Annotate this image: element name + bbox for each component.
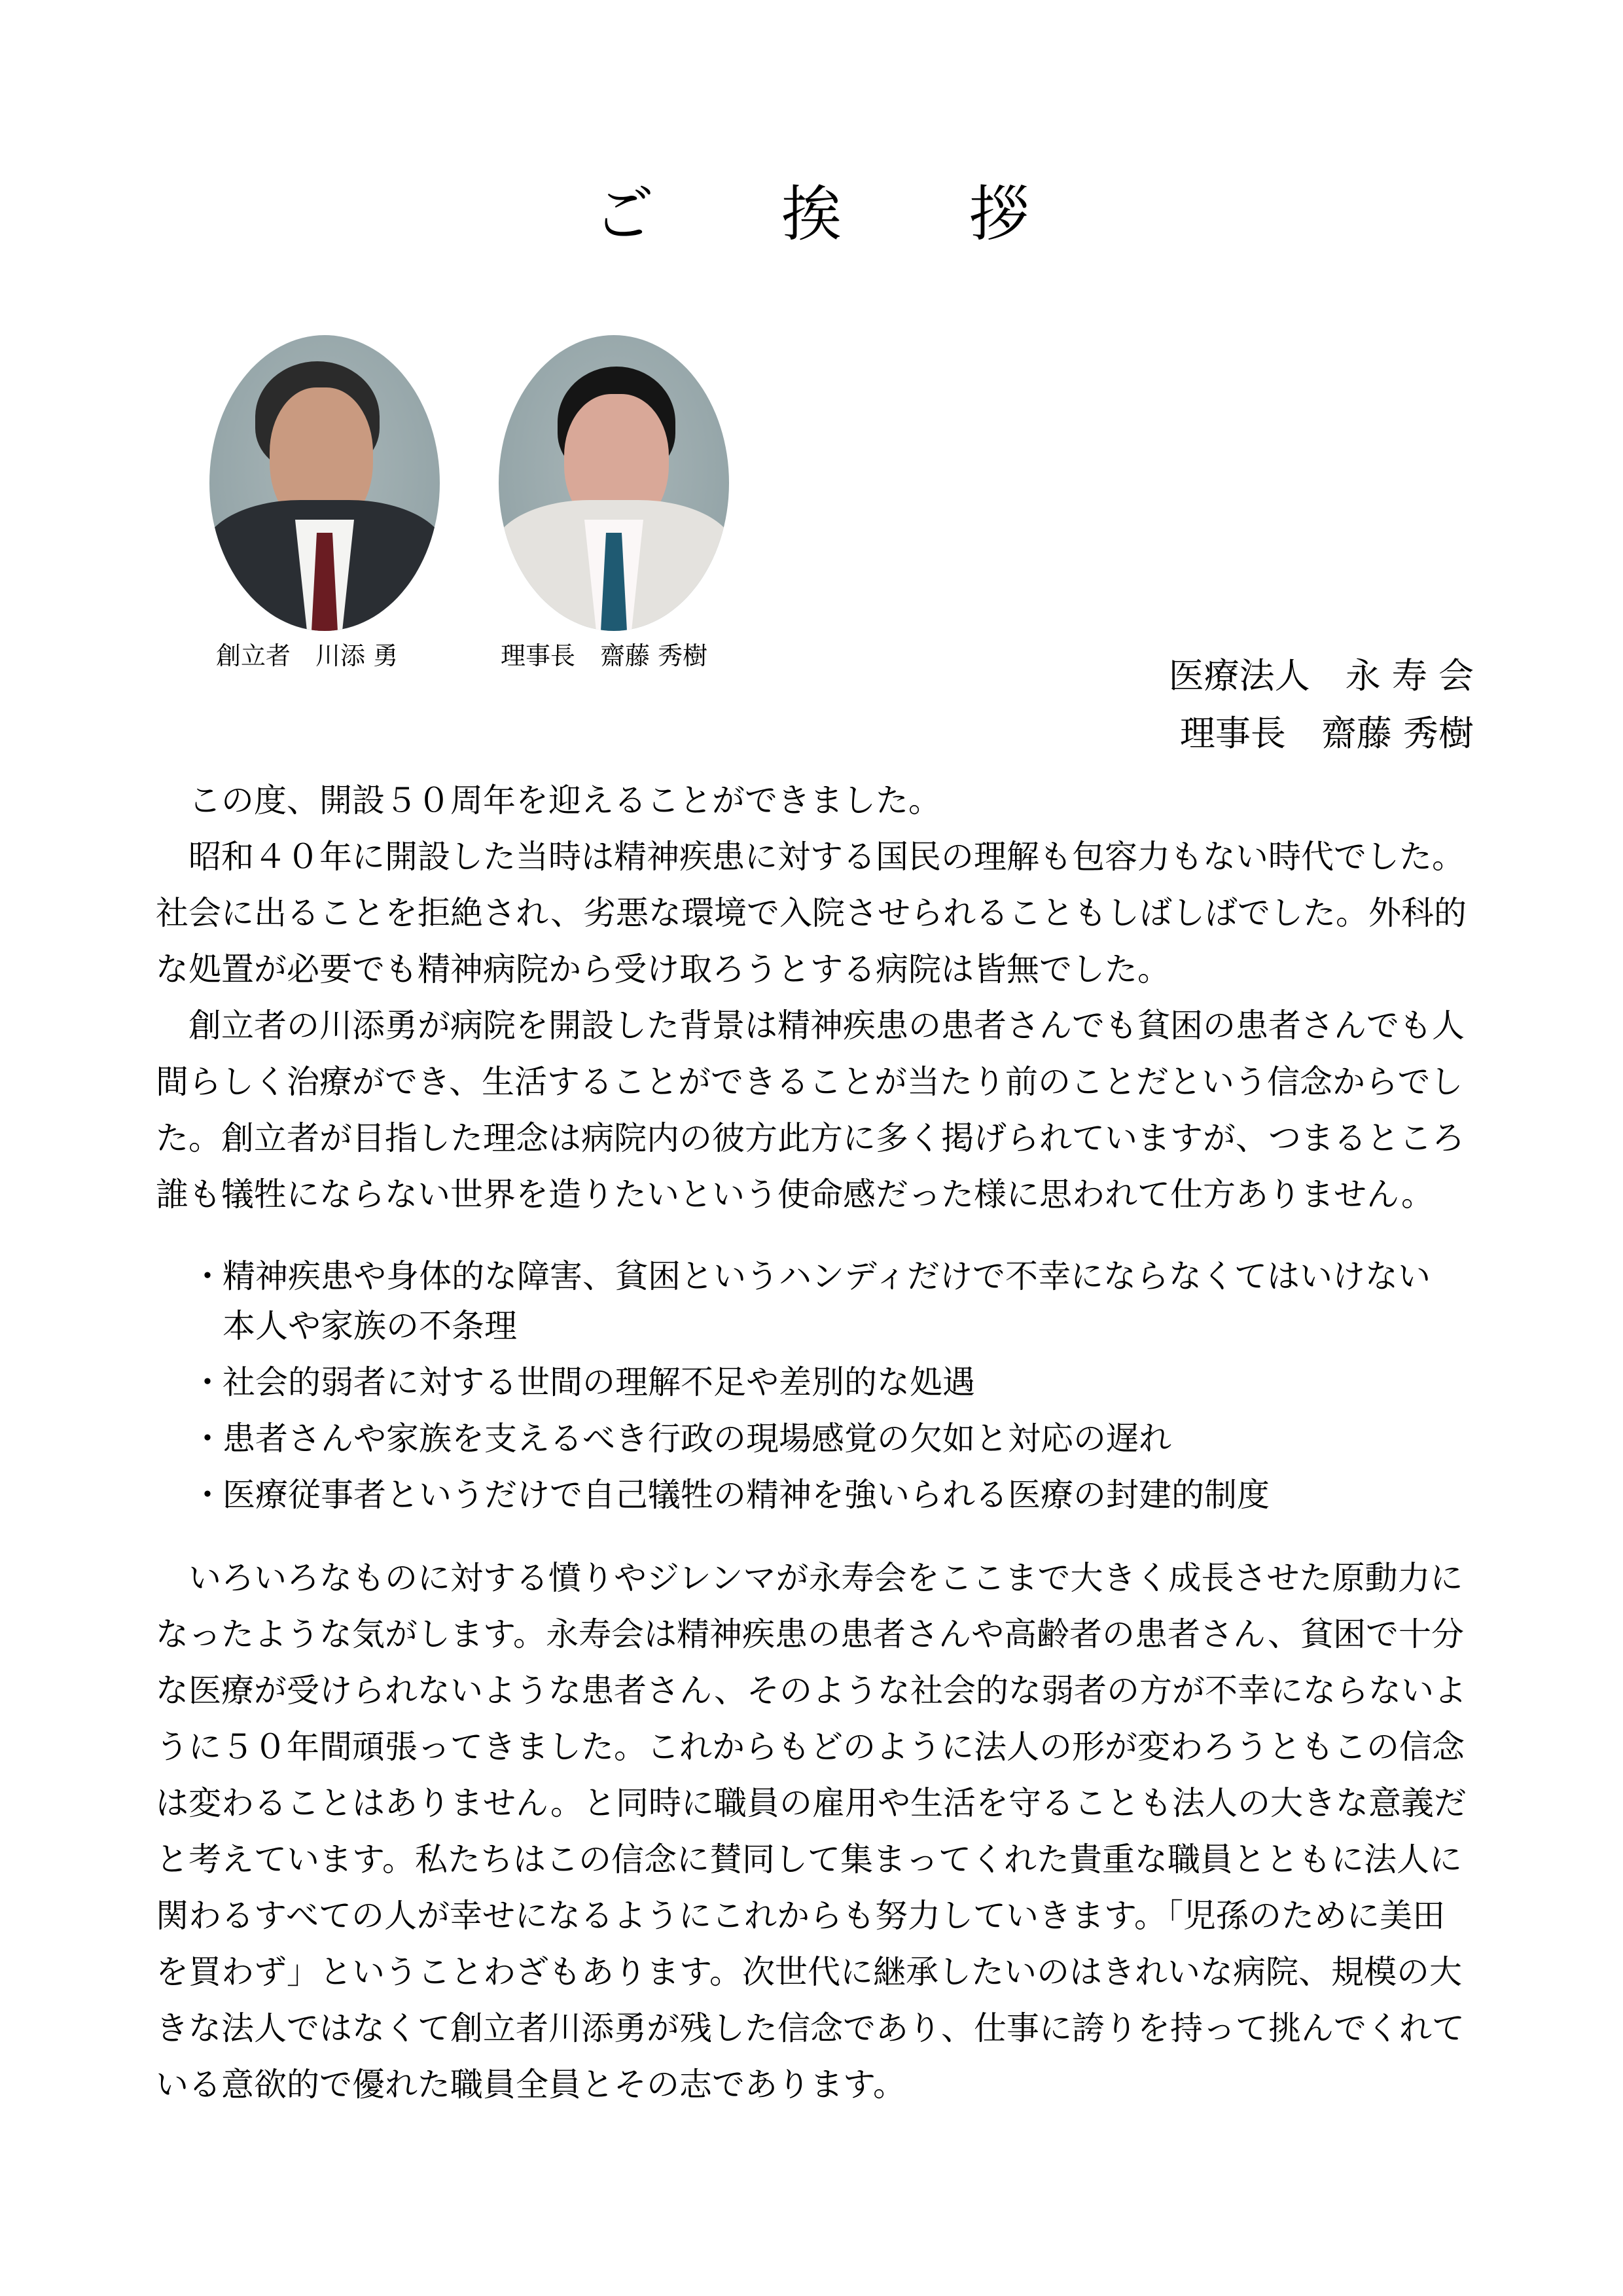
bullet-item	[191, 1251, 1500, 1351]
paragraph-line: な処置が必要でも精神病院から受け取ろうとする病院は皆無でした。	[156, 950, 1170, 988]
paragraph-line: うに５０年間頑張ってきました。これからもどのように法人の形が変わろうともこの信念	[156, 1728, 1465, 1766]
paragraph-line: この度、開設５０周年を迎えることができました。	[156, 781, 941, 819]
chairman-portrait	[499, 335, 729, 631]
paragraph-line: なったような気がします。永寿会は精神疾患の患者さんや高齢者の患者さん、貧困で十分	[156, 1615, 1464, 1653]
paragraph-line: た。創立者が目指した理念は病院内の彼方此方に多く掲げられていますが、つまるところ	[156, 1119, 1465, 1157]
bullet-text: 患者さんや家族を支えるべき行政の現場感覚の欠如と対応の遅れ	[223, 1420, 1171, 1458]
paragraph-line: 誰も犠牲にならない世界を造りたいという使命感だった様に思われて仕方ありません。	[156, 1175, 1434, 1213]
bullet-text: 社会的弱者に対する世間の理解不足や差別的な処遇	[223, 1363, 975, 1401]
organization-name: 医療法人 永 寿 会	[1168, 655, 1474, 696]
paragraph-line: な医療が受けられないような患者さん、そのような社会的な弱者の方が不幸にならないよ	[156, 1672, 1467, 1710]
chairman-caption: 理事長 齋藤 秀樹	[501, 641, 708, 670]
paragraph-line: 昭和４０年に開設した当時は精神疾患に対する国民の理解も包容力もない時代でした。	[156, 838, 1465, 876]
bullet-marker: ・	[191, 1257, 224, 1295]
bullet-text: 精神疾患や身体的な障害、貧困というハンディだけで不幸にならなくてはいけない	[223, 1257, 1431, 1295]
intro-paragraphs	[156, 772, 1478, 1223]
paragraph-line: を買わず」ということわざもあります。次世代に継承したいのはきれいな病院、規模の大	[156, 1953, 1462, 1991]
page-title: ご 挨 拶	[594, 179, 1084, 249]
bullet-marker: ・	[191, 1420, 224, 1458]
closing-paragraphs	[156, 1550, 1478, 2113]
chairman-signature: 理事長 齋藤 秀樹	[1179, 713, 1474, 754]
bullet-marker: ・	[191, 1476, 224, 1514]
paragraph-line: と考えています。私たちはこの信念に賛同して集まってくれた貴重な職員とともに法人に	[156, 1840, 1462, 1878]
founder-portrait	[209, 335, 440, 631]
paragraph-line: いる意欲的で優れた職員全員とその志であります。	[156, 2066, 906, 2104]
founder-caption: 創立者 川添 勇	[216, 641, 399, 670]
paragraph-line: 創立者の川添勇が病院を開設した背景は精神疾患の患者さんでも貧困の患者さんでも人	[156, 1007, 1465, 1045]
bullet-text: 医療従事者というだけで自己犠牲の精神を強いられる医療の封建的制度	[223, 1476, 1270, 1514]
bullet-item	[191, 1414, 1500, 1463]
paragraph-line: 関わるすべての人が幸せになるようにこれからも努力していきます。「児孫のために美田	[156, 1897, 1445, 1935]
bullet-marker: ・	[191, 1363, 224, 1401]
paragraph-line: きな法人ではなくて創立者川添勇が残した信念であり、仕事に誇りを持って挑んでくれて	[156, 2009, 1465, 2047]
bullet-text: 本人や家族の不条理	[223, 1307, 517, 1345]
paragraph-line: 間らしく治療ができ、生活することができることが当たり前のことだという信念からでし	[156, 1063, 1463, 1101]
bullet-list	[191, 1251, 1500, 1526]
paragraph-line: 社会に出ることを拒絶され、劣悪な環境で入院させられることもしばしばでした。外科的	[156, 894, 1467, 932]
paragraph-line: いろいろなものに対する憤りやジレンマが永寿会をここまで大きく成長させた原動力に	[156, 1559, 1463, 1597]
bullet-item	[191, 1470, 1500, 1520]
paragraph-line: は変わることはありません。と同時に職員の雇用や生活を守ることも法人の大きな意義だ	[156, 1784, 1467, 1822]
bullet-item	[191, 1357, 1500, 1407]
